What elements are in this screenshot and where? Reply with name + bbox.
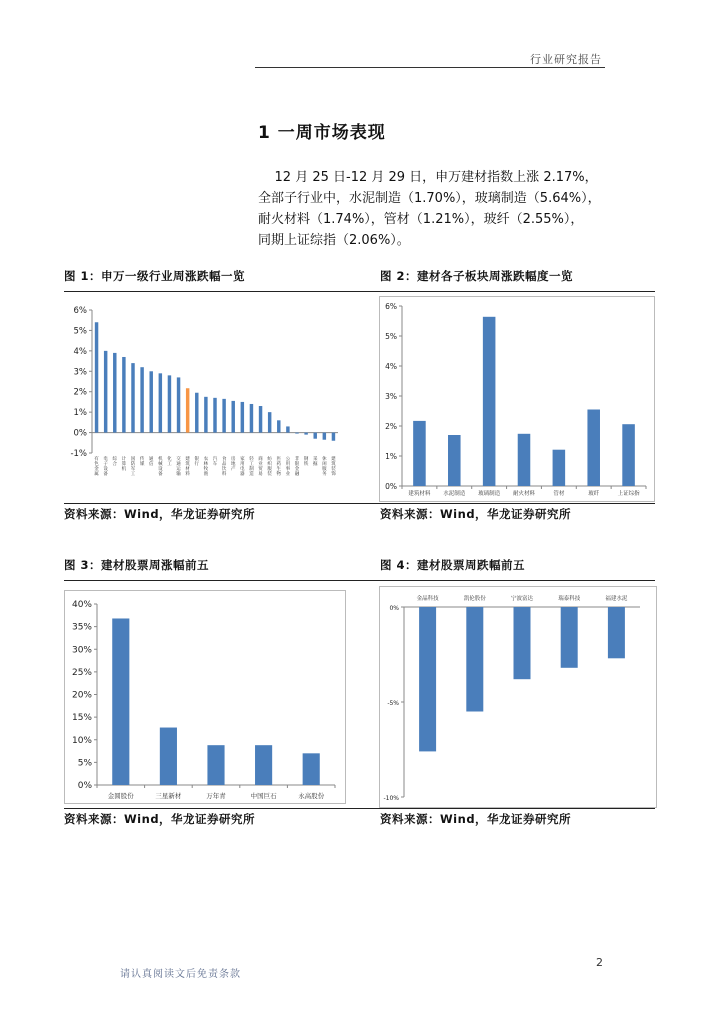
bar (195, 393, 198, 433)
y-tick-label: -10% (383, 795, 399, 802)
y-tick-label: 0% (389, 605, 399, 612)
category-label: 瑞泰科技 (558, 596, 581, 602)
category-label: 电子设备 (103, 457, 108, 477)
category-label: 上证综指 (617, 491, 640, 497)
fig4-chart (380, 587, 656, 807)
bar (419, 607, 436, 751)
y-tick-label: 15% (71, 713, 92, 724)
category-label: 计算机 (121, 457, 127, 472)
bar (448, 435, 461, 486)
bar (255, 745, 272, 785)
category-label: 有色金属 (94, 457, 99, 477)
bar (95, 322, 98, 432)
bar (213, 398, 216, 433)
y-tick-label: 2% (385, 422, 397, 431)
y-tick-label: 5% (77, 758, 92, 769)
bar (241, 402, 244, 433)
bar (622, 424, 635, 486)
category-label: 银行 (194, 457, 200, 467)
bar (268, 412, 271, 432)
category-label: 机械设备 (158, 457, 163, 477)
bar (518, 434, 531, 486)
y-tick-label: 25% (71, 667, 92, 678)
category-label: 采掘 (312, 457, 318, 467)
paragraph-line: 12 月 25 日-12 月 29 日，申万建材指数上涨 2.17%， (258, 170, 598, 185)
page-number: 2 (596, 956, 603, 969)
category-label: 休闲服务 (322, 457, 327, 477)
category-label: 金晶科技 (416, 596, 439, 602)
category-label: 金圆股份 (107, 792, 134, 800)
y-tick-label: 0% (385, 482, 397, 491)
bar (587, 410, 600, 487)
category-label: 纺织服装 (267, 457, 272, 477)
bar (231, 401, 234, 433)
bar (222, 399, 225, 433)
category-label: 国防军工 (130, 457, 136, 477)
y-tick-label: 1% (73, 408, 87, 419)
y-tick-label: 4% (385, 362, 397, 371)
paragraph-line: 同期上证综指（2.06%）。 (258, 233, 410, 248)
category-label: 食品饮料 (221, 457, 227, 477)
bar (295, 433, 298, 434)
fig3-source: 资料来源：Wind，华龙证券研究所 (64, 812, 256, 826)
category-label: 商业贸易 (258, 457, 263, 477)
category-label: 交通运输 (176, 457, 181, 477)
category-label: 万年青 (206, 792, 226, 800)
fig-row1-bottom-rule (64, 503, 655, 504)
category-label: 通信 (148, 457, 154, 467)
fig1-source: 资料来源：Wind，华龙证券研究所 (64, 507, 256, 521)
y-tick-label: 3% (73, 367, 87, 378)
bar (332, 433, 335, 441)
bar (122, 357, 125, 433)
y-tick-label: 0% (73, 428, 87, 439)
y-tick-label: 2% (73, 387, 87, 398)
y-tick-label: 0% (77, 781, 92, 791)
bar (160, 728, 177, 785)
bar (186, 388, 189, 432)
fig3-chart (65, 591, 345, 803)
bar (159, 373, 162, 432)
bar (608, 607, 625, 658)
bar (168, 375, 171, 432)
category-label: 玻璃制造 (478, 491, 501, 497)
bar (259, 406, 262, 433)
category-label: 三星新材 (155, 792, 182, 800)
category-label: 建筑材料 (185, 457, 190, 477)
bar (204, 397, 207, 433)
report-header-title: 行业研究报告 (530, 53, 602, 66)
bar (553, 450, 566, 486)
paragraph-line: 耐火材料（1.74%），管材（1.21%），玻纤（2.55%）， (258, 212, 584, 227)
bar (303, 753, 320, 785)
summary-paragraph (258, 167, 614, 251)
fig4-frame (379, 586, 657, 808)
fig2-title: 图 2：建材各子板块周涨跌幅度一览 (380, 269, 574, 283)
bar (561, 607, 578, 668)
category-label: 综合 (112, 457, 118, 467)
fig-row2-top-rule (64, 580, 655, 581)
bar (104, 351, 107, 433)
y-tick-label: 20% (71, 690, 92, 701)
bar (466, 607, 483, 712)
y-tick-label: -5% (387, 700, 399, 707)
bar (149, 371, 152, 432)
fig1-chart (64, 298, 348, 498)
category-label: 耐火材料 (512, 491, 536, 497)
bar (323, 433, 326, 440)
bar (313, 433, 316, 439)
category-label: 汽车 (212, 457, 218, 467)
bar (112, 618, 129, 785)
fig3-frame (64, 590, 346, 804)
bar (113, 353, 116, 433)
fig4-source: 资料来源：Wind，华龙证券研究所 (380, 812, 572, 826)
header-rule (255, 67, 605, 68)
category-label: 建筑材料 (408, 491, 431, 497)
y-tick-label: 10% (71, 735, 92, 746)
category-label: 房地产 (230, 457, 236, 472)
category-label: 福建水泥 (605, 596, 628, 602)
category-label: 非银金融 (294, 457, 300, 477)
category-label: 水泥制造 (443, 491, 466, 497)
category-label: 家用电器 (240, 457, 245, 477)
fig2-chart (380, 297, 654, 501)
footer-disclaimer: 请认真阅读文后免责条款 (120, 969, 241, 980)
y-tick-label: 6% (73, 306, 87, 316)
y-tick-label: 40% (71, 600, 92, 610)
bar (304, 433, 307, 435)
y-tick-label: 3% (385, 392, 397, 401)
y-tick-label: 5% (73, 326, 87, 337)
y-tick-label: 35% (71, 622, 92, 633)
section-title: 1 一周市场表现 (258, 123, 386, 143)
bar (207, 745, 224, 785)
bar (483, 317, 496, 486)
fig2-frame (379, 296, 655, 502)
bar (277, 420, 280, 432)
paragraph-line: 全部子行业中，水泥制造（1.70%），玻璃制造（5.64%）， (258, 191, 601, 206)
category-label: 公用事业 (285, 457, 291, 477)
category-label: 建筑装饰 (331, 457, 336, 477)
category-label: 轻工制造 (249, 457, 254, 477)
category-label: 医药生物 (276, 457, 282, 477)
bar (250, 404, 253, 433)
fig-row2-bottom-rule (64, 808, 655, 809)
category-label: 永高股份 (298, 792, 325, 800)
fig-row1-top-rule (64, 291, 655, 292)
fig4-title: 图 4：建材股票周跌幅前五 (380, 558, 526, 572)
category-label: 钢铁 (303, 457, 309, 467)
bar (140, 367, 143, 432)
bar (177, 377, 180, 432)
bar (514, 607, 531, 679)
fig1-title: 图 1：申万一级行业周涨跌幅一览 (64, 269, 246, 283)
y-tick-label: 4% (73, 346, 87, 357)
category-label: 凯伦股份 (463, 596, 486, 602)
y-tick-label: 1% (385, 452, 397, 461)
category-label: 传媒 (139, 457, 145, 467)
y-tick-label: 5% (385, 332, 397, 341)
category-label: 玻纤 (588, 491, 600, 497)
bar (286, 426, 289, 432)
bar (131, 363, 134, 432)
y-tick-label: 30% (71, 645, 92, 656)
category-label: 化工 (167, 457, 172, 467)
y-tick-label: 6% (385, 302, 397, 311)
y-tick-label: -1% (70, 449, 87, 459)
category-label: 农林牧渔 (203, 457, 209, 477)
bar (413, 421, 426, 486)
fig3-title: 图 3：建材股票周涨幅前五 (64, 558, 210, 572)
category-label: 宁波富达 (510, 596, 534, 602)
category-label: 中国巨石 (250, 792, 277, 800)
category-label: 管材 (553, 491, 565, 497)
fig2-source: 资料来源：Wind，华龙证券研究所 (380, 507, 572, 521)
